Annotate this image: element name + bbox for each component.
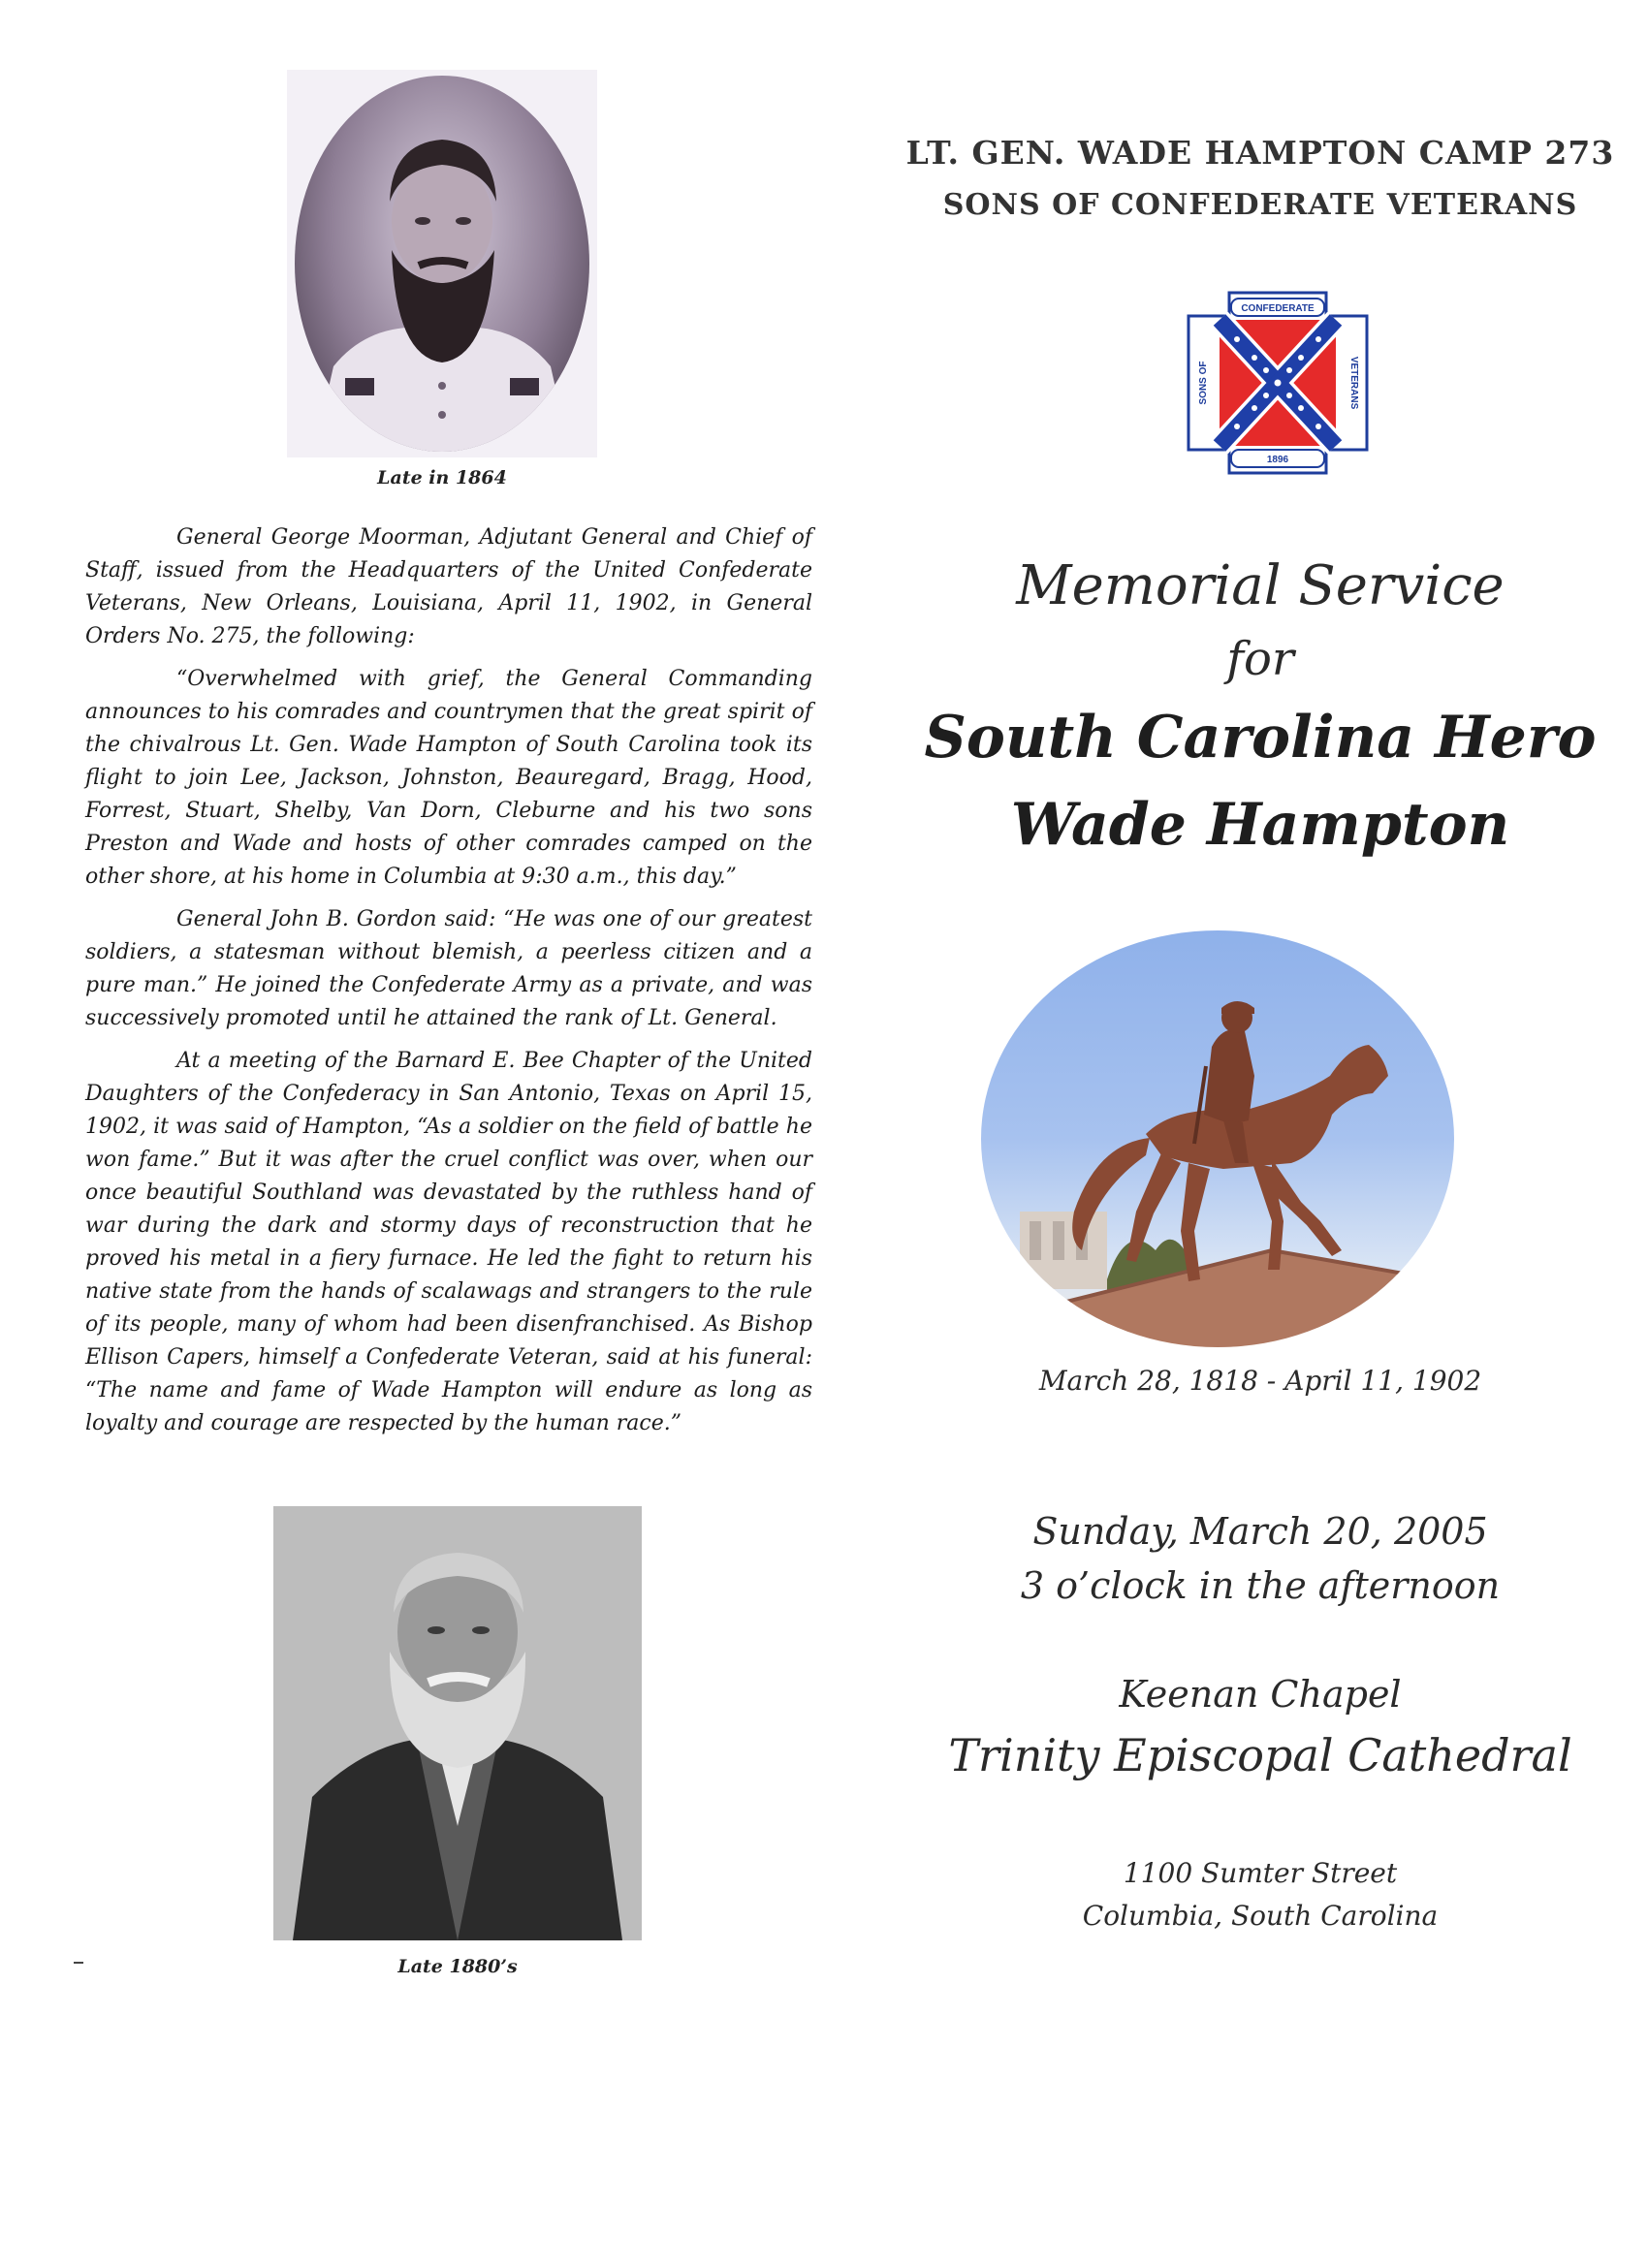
paragraph-general-orders-quote: “Overwhelmed with grief, the General Commanding announces to his comrades and countrymen that the great spirit of the chivalrous Lt. Gen. Wade Hampton of South Carolina took its flight to join Lee, Jackson, Johnston, Beauregard, Bragg, Hood, Forrest, Stuart, Shelby, Van Dorn, Cleburne and his two sons Preston and Wade and hosts of other comrades camped on the other shore, at his home in Columbia at 9:30 a.m., this day.” — [85, 667, 812, 889]
scan-mark — [74, 1962, 83, 1964]
title-memorial-service: Memorial Service — [1016, 554, 1505, 617]
article-body — [85, 521, 812, 1450]
portrait-1864-photo — [287, 70, 597, 457]
logo-right-text: VETERANS — [1348, 356, 1359, 410]
venue-chapel: Keenan Chapel — [1119, 1673, 1402, 1716]
organization-name: SONS OF CONFEDERATE VETERANS — [942, 188, 1578, 222]
logo-bottom-text: 1896 — [1266, 455, 1289, 465]
title-south-carolina-hero: South Carolina Hero — [924, 704, 1597, 772]
equestrian-statue-photo — [981, 930, 1454, 1347]
address-city: Columbia, South Carolina — [1082, 1900, 1439, 1932]
camp-title: LT. GEN. WADE HAMPTON CAMP 273 — [905, 134, 1615, 172]
paragraph-moorman: General George Moorman, Adjutant General and Chief of Staff, issued from the Headquarters of the United Confederate Veterans, New Orleans, Louisiana, April 11, 1902, in General Orders No. 275, the following: — [85, 525, 812, 648]
scv-logo-icon — [1187, 291, 1369, 475]
bottom-photo-caption: Late 1880’s — [397, 1956, 518, 1977]
title-wade-hampton: Wade Hampton — [1010, 791, 1510, 859]
life-dates: March 28, 1818 - April 11, 1902 — [1038, 1365, 1482, 1397]
title-for: for — [1226, 632, 1294, 686]
venue-cathedral: Trinity Episcopal Cathedral — [948, 1729, 1572, 1781]
service-date: Sunday, March 20, 2005 — [1032, 1510, 1488, 1553]
address-street: 1100 Sumter Street — [1123, 1857, 1398, 1889]
top-photo-caption: Late in 1864 — [377, 467, 507, 488]
logo-left-text: SONS OF — [1198, 361, 1209, 405]
service-time: 3 o’clock in the afternoon — [1020, 1564, 1501, 1607]
paragraph-bee-chapter: At a meeting of the Barnard E. Bee Chapter of the United Daughters of the Confederacy in San Antonio, Texas on April 15, 1902, it was said of Hampton, “As a soldier on the field of battle he won fame.” But it was after the cruel conflict was over, when our once beautiful Southland was devastated by the ruthless hand of war during the dark and stormy days of reconstruction that he proved his metal in a fiery furnace. He led the fight to return his native state from the hands of scalawags and strangers to the rule of its people, many of whom had been disenfranchised. As Bishop Ellison Capers, himself a Confederate Veteran, said at his funeral: “The name and fame of Wade Hampton will endure as long as loyalty and courage are respected by the human race.” — [85, 1049, 812, 1435]
paragraph-gordon: General John B. Gordon said: “He was one of our greatest soldiers, a statesman without blemish, a peerless citizen and a pure man.” He joined the Confederate Army as a private, and was successively promoted until he attained the rank of Lt. General. — [85, 907, 812, 1030]
logo-top-text: CONFEDERATE — [1241, 303, 1315, 314]
portrait-1880s-photo — [273, 1506, 642, 1940]
